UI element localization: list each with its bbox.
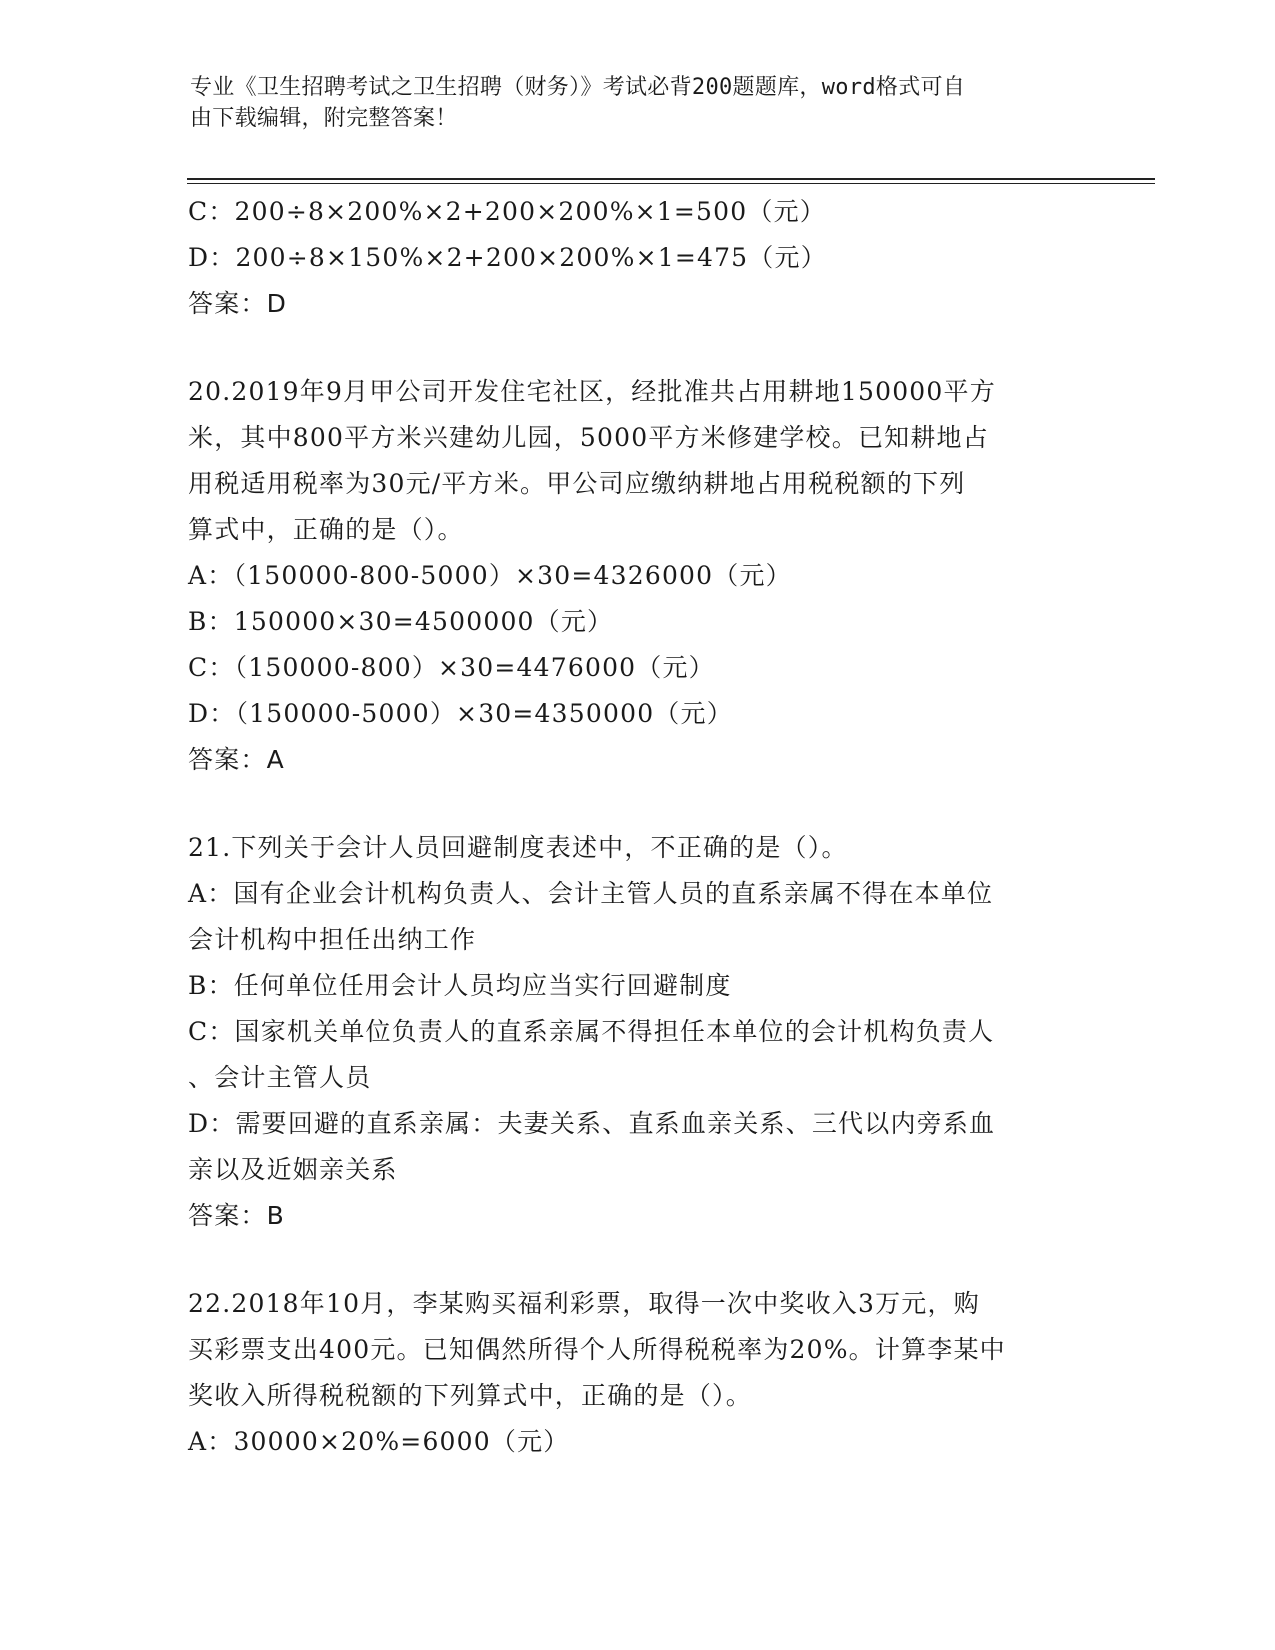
q21-option-a-line-2: 会计机构中担任出纳工作 — [188, 925, 477, 954]
q22-stem-line-3: 奖收入所得税税额的下列算式中，正确的是（）。 — [188, 1381, 752, 1410]
question-22 — [188, 1281, 1088, 1465]
q20-option-b: B：150000×30=4500000（元） — [188, 607, 614, 636]
q20-stem-line-2: 米，其中800平方米兴建幼儿园，5000平方米修建学校。已知耕地占 — [188, 423, 989, 452]
q20-option-a: A：（150000-800-5000）×30=4326000（元） — [188, 561, 792, 590]
q20-answer: 答案：A — [188, 745, 285, 774]
q21-option-c-line-1: C：国家机关单位负责人的直系亲属不得担任本单位的会计机构负责人 — [188, 1017, 995, 1046]
q22-option-a: A：30000×20%=6000（元） — [188, 1427, 570, 1456]
header-title-line-1: 专业《卫生招聘考试之卫生招聘（财务）》考试必背200题题库，word格式可自 — [190, 75, 966, 100]
q20-stem-line-1: 20.2019年9月甲公司开发住宅社区，经批准共占用耕地150000平方 — [188, 377, 996, 406]
q19-answer: 答案：D — [188, 289, 288, 318]
document-header — [190, 72, 1090, 134]
question-19-tail — [188, 189, 1088, 327]
spacer — [188, 327, 1088, 369]
q19-option-d: D：200÷8×150%×2+200×200%×1=475（元） — [188, 243, 827, 272]
header-divider-thick — [187, 178, 1155, 180]
question-content — [188, 189, 1088, 1465]
q19-option-c: C：200÷8×200%×2+200×200%×1=500（元） — [188, 197, 826, 226]
q21-option-a-line-1: A：国有企业会计机构负责人、会计主管人员的直系亲属不得在本单位 — [188, 879, 994, 908]
q21-stem: 21.下列关于会计人员回避制度表述中，不正确的是（）。 — [188, 833, 848, 862]
q22-stem-line-1: 22.2018年10月，李某购买福利彩票，取得一次中奖收入3万元，购 — [188, 1289, 980, 1318]
question-21 — [188, 825, 1088, 1239]
q21-answer: 答案：B — [188, 1201, 285, 1230]
q21-option-c-line-2: 、会计主管人员 — [188, 1063, 372, 1092]
q20-option-c: C：（150000-800）×30=4476000（元） — [188, 653, 715, 682]
q21-option-d-line-1: D：需要回避的直系亲属：夫妻关系、直系血亲关系、三代以内旁系血 — [188, 1109, 996, 1138]
q22-stem-line-2: 买彩票支出400元。已知偶然所得个人所得税税率为20%。计算李某中 — [188, 1335, 1006, 1364]
q20-option-d: D：（150000-5000）×30=4350000（元） — [188, 699, 733, 728]
q21-option-b: B：任何单位任用会计人员均应当实行回避制度 — [188, 971, 732, 1000]
spacer — [188, 1239, 1088, 1281]
spacer — [188, 783, 1088, 825]
q21-option-d-line-2: 亲以及近姻亲关系 — [188, 1155, 398, 1184]
q20-stem-line-3: 用税适用税率为30元/平方米。甲公司应缴纳耕地占用税税额的下列 — [188, 469, 966, 498]
header-divider-thin — [187, 183, 1155, 184]
header-title-line-2: 由下载编辑，附完整答案！ — [190, 106, 458, 131]
question-20 — [188, 369, 1088, 783]
q20-stem-line-4: 算式中，正确的是（）。 — [188, 515, 464, 544]
